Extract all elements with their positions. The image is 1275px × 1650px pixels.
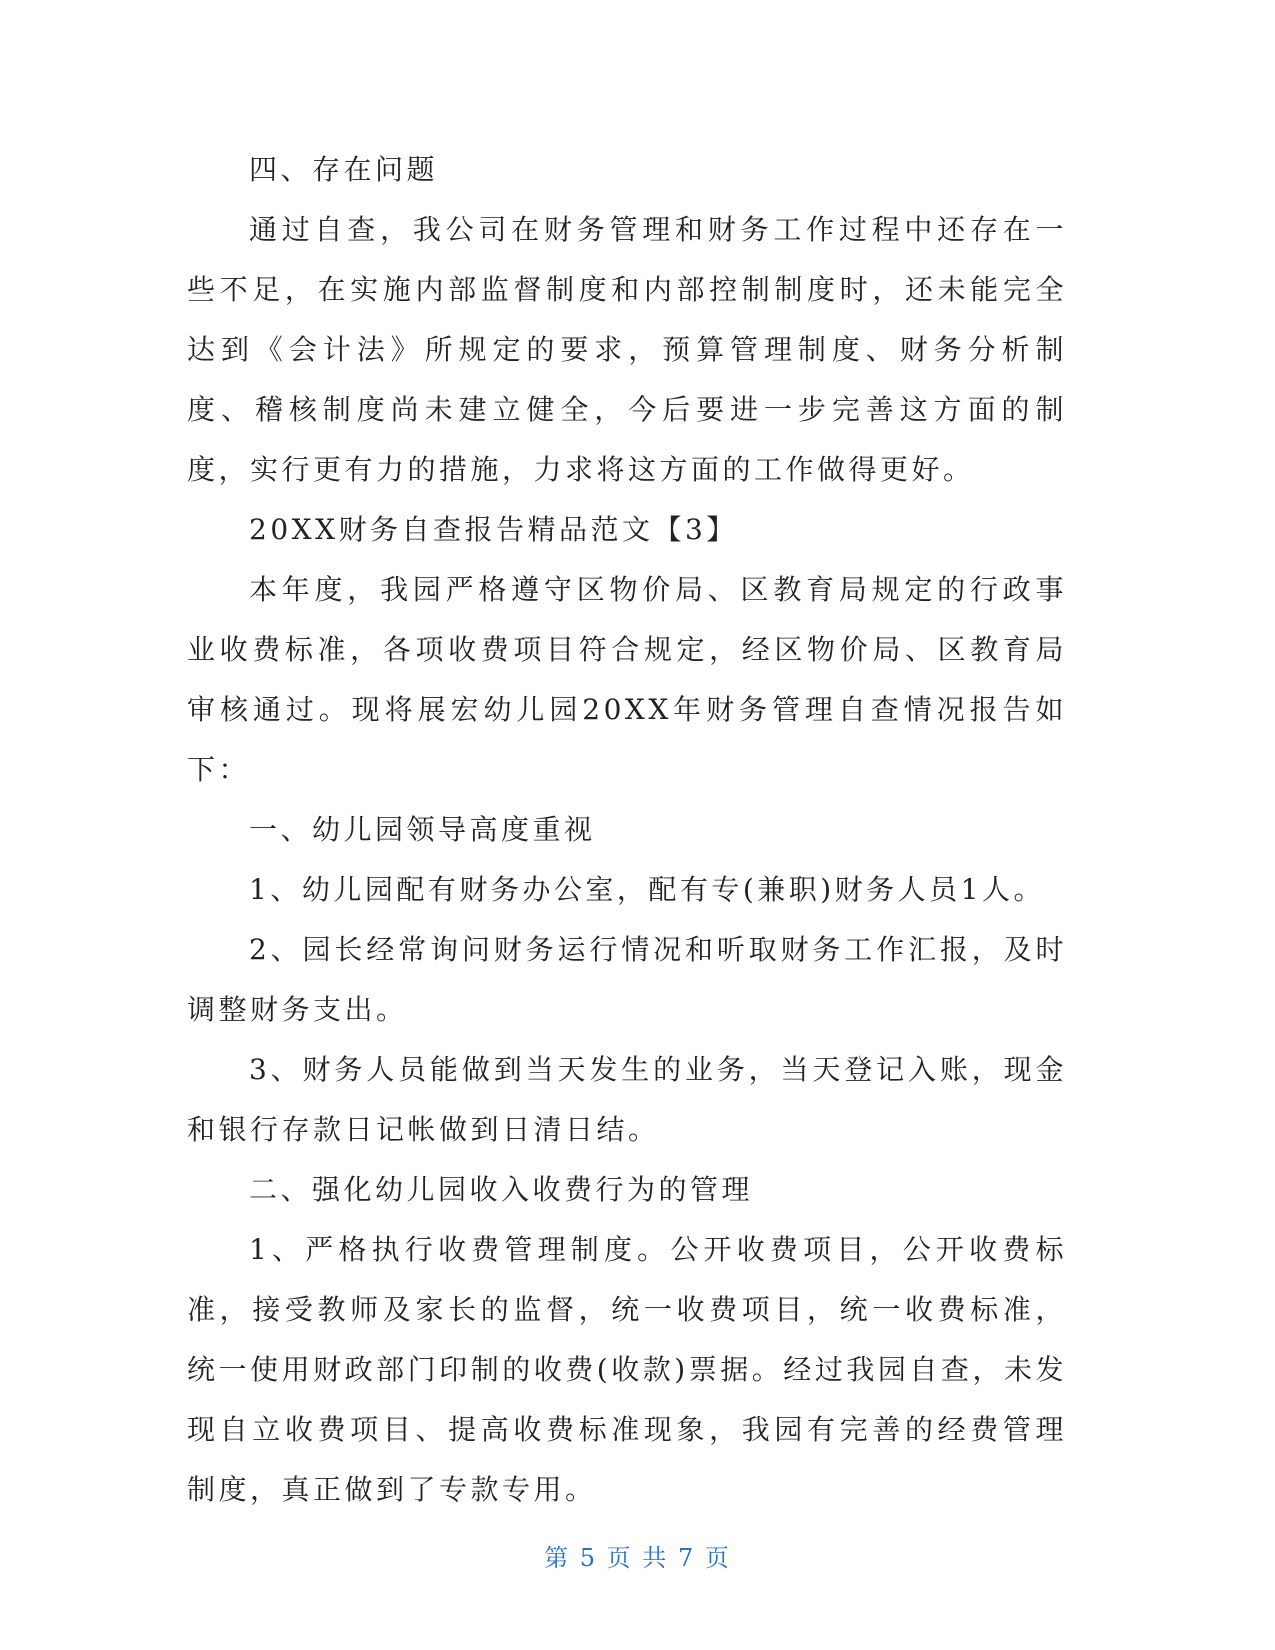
footer-current-page: 5: [579, 1544, 598, 1572]
section-title-sample-3: 20XX财务自查报告精品范文【3】: [249, 513, 738, 546]
list-item-finance-office: 1、幼儿园配有财务办公室，配有专(兼职)财务人员1人。: [249, 873, 1045, 906]
paragraph-annual-overview: 本年度，我园严格遵守区物价局、区教育局规定的行政事业收费标准，各项收费项目符合规定，经区物价局、区教育局审核通过。现将展宏幼儿园20XX年财务管理自查情况报告如下：: [187, 573, 1067, 786]
list-item-fee-system: 1、严格执行收费管理制度。公开收费项目，公开收费标准，接受教师及家长的监督，统一收费项目，统一收费标准，统一使用财政部门印制的收费(收款)票据。经过我园自查，未发现自立收费项目、提高收费标准现象，我园有完善的经费管理制度，真正做到了专款专用。: [187, 1233, 1067, 1506]
heading-leadership-attention: 一、幼儿园领导高度重视: [249, 813, 596, 846]
heading-existing-problems: 四、存在问题: [249, 153, 439, 186]
footer-middle: 页 共: [606, 1544, 669, 1572]
document-body: [187, 140, 1067, 1520]
list-item-daily-bookkeeping: 3、财务人员能做到当天发生的业务，当天登记入账，现金和银行存款日记帐做到日清日结。: [187, 1053, 1067, 1146]
footer-suffix: 页: [704, 1544, 731, 1572]
heading-fee-management: 二、强化幼儿园收入收费行为的管理: [249, 1173, 754, 1206]
paragraph-self-check-shortcomings: 通过自查，我公司在财务管理和财务工作过程中还存在一些不足，在实施内部监督制度和内部控制制度时，还未能完全达到《会计法》所规定的要求，预算管理制度、财务分析制度、稽核制度尚未建立健全，今后要进一步完善这方面的制度，实行更有力的措施，力求将这方面的工作做得更好。: [187, 213, 1067, 486]
page-number-footer: [0, 1538, 1275, 1573]
list-item-director-inquiry: 2、园长经常询问财务运行情况和听取财务工作汇报，及时调整财务支出。: [187, 933, 1067, 1026]
footer-total-pages: 7: [677, 1544, 696, 1572]
footer-prefix: 第: [544, 1544, 571, 1572]
